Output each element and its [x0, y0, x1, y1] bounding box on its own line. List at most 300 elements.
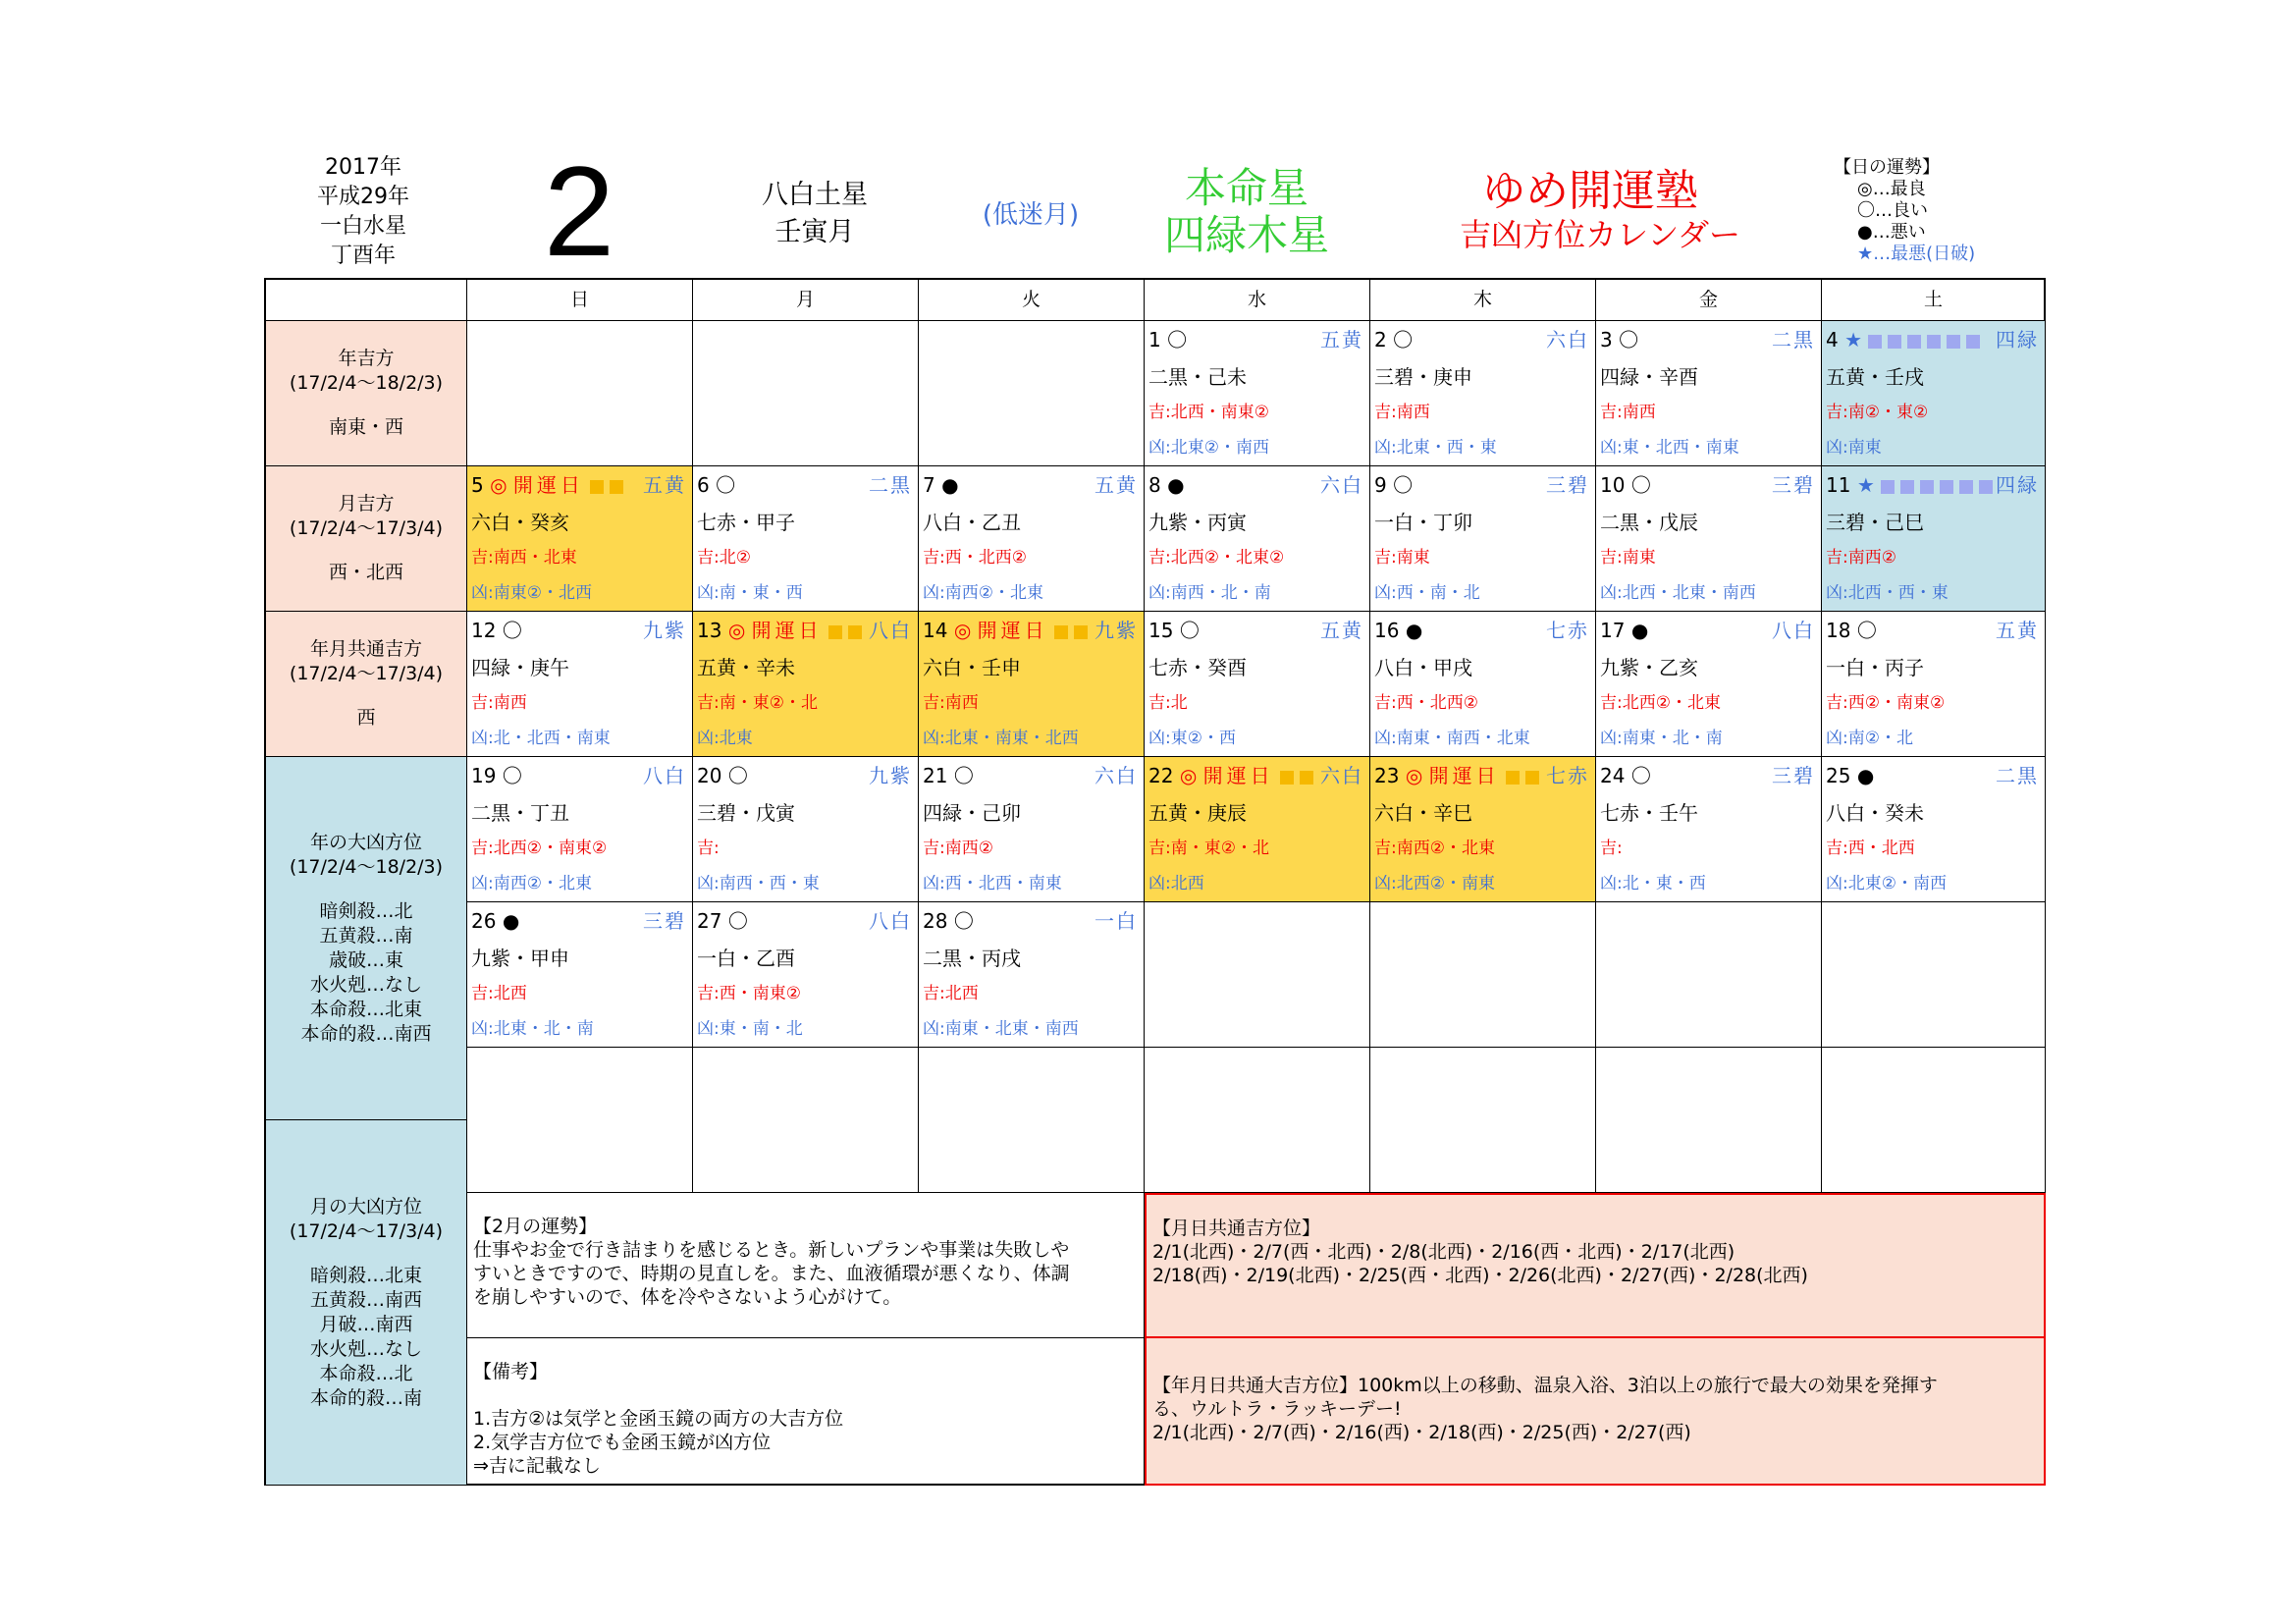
kaiun-label: 開運日: [1202, 764, 1274, 787]
day-eto: 七赤・壬午: [1600, 801, 1698, 825]
weekday-header: 火: [919, 280, 1145, 321]
day-header-line: [1148, 763, 1365, 788]
empty-day-cell: [1822, 902, 2046, 1048]
day-fortune-mark: ★: [1856, 473, 1875, 497]
day-fortune-mark: 〇: [1619, 328, 1639, 352]
day-star: 八白: [869, 909, 912, 933]
day-kyou: 凶:東・南・北: [697, 1019, 803, 1039]
best-square: [1881, 480, 1895, 494]
year-kyou-line: 暗剣殺…北: [319, 899, 413, 922]
best-square: [1868, 335, 1882, 349]
day-kyou: 凶:南東・北・南: [1600, 729, 1723, 748]
day-number: 23: [1374, 764, 1400, 787]
day-star: 七赤: [1546, 619, 1589, 642]
notes-line: 2.気学吉方位でも金函玉鏡が凶方位: [473, 1432, 772, 1453]
day-eto: 八白・甲戌: [1374, 656, 1472, 679]
day-kyou: 凶:北東: [697, 729, 753, 748]
day-header-line: [923, 763, 1140, 788]
legend-worst: ★…最悪(日破): [1857, 244, 1976, 264]
day-kyou: 凶:南東②・北西: [471, 583, 592, 603]
kaiun-square: [1506, 771, 1520, 785]
day-fortune-mark: ◎: [953, 619, 972, 642]
best-square: [1979, 480, 1993, 494]
month-kyou-title: 月の大凶方位: [309, 1195, 422, 1218]
day-cell[interactable]: [1822, 612, 2046, 757]
day-kyou: 凶:南西・西・東: [697, 874, 820, 893]
day-header-line: [1148, 618, 1365, 643]
day-header-line: [471, 908, 688, 934]
day-eto: 七赤・癸酉: [1148, 656, 1247, 679]
monthly-fortune-box: [467, 1193, 1145, 1338]
month-kyou-cell: [266, 1120, 467, 1486]
day-eto: 六白・辛巳: [1374, 801, 1472, 825]
day-cell[interactable]: [1145, 466, 1370, 612]
day-cell[interactable]: [693, 902, 919, 1048]
weekday-header: 木: [1370, 280, 1596, 321]
day-number: 11: [1826, 473, 1851, 497]
year-kyou-line: 本命殺…北東: [309, 998, 422, 1020]
notes-box: [467, 1338, 1145, 1486]
day-kyou: 凶:北西②・南東: [1374, 874, 1495, 893]
day-kichi: 吉:南西②・北東: [1374, 839, 1495, 858]
day-star: 三碧: [1772, 473, 1815, 497]
day-star: 七赤: [1546, 764, 1589, 787]
fortune-legend: [1834, 157, 2001, 265]
day-fortune-mark: 〇: [727, 909, 748, 933]
honmei-value: 四緑木星: [1163, 211, 1329, 259]
day-number: 7: [923, 473, 935, 497]
year-kichi-dirs: 南東・西: [328, 416, 403, 438]
honmei-title: 本命星: [1184, 164, 1308, 212]
day-cell[interactable]: [1145, 321, 1370, 466]
day-number: 14: [923, 619, 948, 642]
year-kyou-line: 歳破…東: [328, 948, 403, 971]
day-number: 10: [1600, 473, 1626, 497]
day-kyou: 凶:南②・北: [1826, 729, 1913, 748]
day-star: 五黄: [643, 473, 686, 497]
day-star: 八白: [869, 619, 912, 642]
day-number: 13: [697, 619, 722, 642]
day-eto: 三碧・庚申: [1374, 365, 1472, 389]
day-kyou: 凶:北西・北東・南西: [1600, 583, 1756, 603]
day-star: 二黒: [1996, 764, 2039, 787]
day-eto: 二黒・己未: [1148, 365, 1247, 389]
day-kichi: 吉:: [697, 839, 720, 858]
day-fortune-mark: 〇: [716, 473, 736, 497]
day-kichi: 吉:西・北西: [1826, 839, 1915, 858]
month-kyou-line: 月破…南西: [319, 1313, 413, 1335]
best-square: [1966, 335, 1980, 349]
day-number: 19: [471, 764, 497, 787]
year-info: [285, 153, 442, 271]
day-kyou: 凶:北東・南東・北西: [923, 729, 1079, 748]
kaiun-square: [848, 625, 862, 639]
day-eto: 三碧・己巳: [1826, 511, 1924, 534]
day-header-line: [1600, 472, 1817, 498]
day-fortune-mark: ★: [1844, 328, 1863, 352]
day-kichi: 吉:北西: [471, 984, 527, 1003]
day-kichi: 吉:西・北西②: [1374, 693, 1478, 713]
year-kyou-cell: [266, 757, 467, 1120]
day-fortune-mark: 〇: [1630, 764, 1651, 787]
year-eto-line: 丁酉年: [330, 244, 396, 268]
day-fortune-mark: ◎: [727, 619, 746, 642]
year-kichi-period: (17/2/4～18/2/3): [289, 372, 444, 394]
day-number: 20: [697, 764, 722, 787]
day-header-line: [923, 472, 1140, 498]
day-kyou: 凶:北西・西・東: [1826, 583, 1949, 603]
day-cell[interactable]: [1370, 757, 1596, 902]
day-kichi: 吉:西②・南東②: [1826, 693, 1946, 713]
day-kyou: 凶:南東・北東・南西: [923, 1019, 1079, 1039]
day-star: 一白: [1095, 909, 1138, 933]
day-star: 四緑: [1996, 328, 2039, 352]
day-kyou: 凶:東②・西: [1148, 729, 1236, 748]
weekday-header: 月: [693, 280, 919, 321]
day-star: 五黄: [1095, 473, 1138, 497]
weekday-header: 土: [1822, 280, 2046, 321]
day-eto: 六白・癸亥: [471, 511, 569, 534]
day-header-line: [471, 618, 688, 643]
day-star: 二黒: [869, 473, 912, 497]
page-subtitle: 吉凶方位カレンダー: [1460, 216, 1740, 253]
day-fortune-mark: 〇: [1167, 328, 1188, 352]
day-eto: 九紫・甲申: [471, 947, 569, 970]
day-star: 八白: [1772, 619, 1815, 642]
day-kichi: 吉:南②・東②: [1826, 403, 1929, 422]
day-fortune-mark: ●: [502, 909, 520, 933]
year-kyou-line: 本命的殺…南西: [300, 1022, 432, 1045]
day-header-line: [697, 908, 914, 934]
empty-day-cell: [1145, 902, 1370, 1048]
day-star: 二黒: [1772, 328, 1815, 352]
day-number: 6: [697, 473, 710, 497]
day-eto: 九紫・丙寅: [1148, 511, 1247, 534]
day-number: 26: [471, 909, 497, 933]
legend-bad: ●…悪い: [1857, 222, 1926, 243]
day-header-line: [471, 763, 688, 788]
day-cell[interactable]: [467, 612, 693, 757]
best-square: [1959, 480, 1973, 494]
day-kyou: 凶:南西②・北東: [923, 583, 1043, 603]
day-star: 六白: [1095, 764, 1138, 787]
day-number: 17: [1600, 619, 1626, 642]
day-cell[interactable]: [1145, 757, 1370, 902]
best-square: [1927, 335, 1941, 349]
day-cell[interactable]: [919, 757, 1145, 902]
day-cell[interactable]: [693, 466, 919, 612]
day-cell[interactable]: [1596, 466, 1822, 612]
common-kichi-title: 年月共通吉方: [309, 638, 422, 660]
empty-day-cell: [1596, 902, 1822, 1048]
legend-title: 【日の運勢】: [1834, 157, 1940, 178]
day-cell[interactable]: [467, 466, 693, 612]
day-fortune-mark: 〇: [1856, 619, 1877, 642]
day-cell[interactable]: [1822, 466, 2046, 612]
kaiun-label: 開運日: [1428, 764, 1500, 787]
day-kichi: 吉:北西・南東②: [1148, 403, 1269, 422]
day-kichi: 吉:南東: [1600, 548, 1656, 568]
kaiun-label: 開運日: [977, 619, 1048, 642]
day-header-line: [1148, 327, 1365, 352]
day-kyou: 凶:北・北西・南東: [471, 729, 611, 748]
day-eto: 二黒・丙戌: [923, 947, 1021, 970]
day-cell[interactable]: [1822, 321, 2046, 466]
year-kyou-period: (17/2/4～18/2/3): [289, 855, 444, 878]
month-star: [726, 177, 903, 251]
day-eto: 三碧・戊寅: [697, 801, 795, 825]
day-eto: 一白・丙子: [1826, 656, 1924, 679]
day-fortune-mark: ●: [1167, 473, 1185, 497]
day-number: 4: [1826, 328, 1839, 352]
ultra-lucky-line: 【年月日共通大吉方位】100km以上の移動、温泉入浴、3泊以上の旅行で最大の効果を発揮す: [1152, 1375, 1938, 1396]
day-kichi: 吉:南西・北東: [471, 548, 577, 568]
day-fortune-mark: ●: [1856, 764, 1875, 787]
day-kyou: 凶:北東・西・東: [1374, 438, 1497, 458]
year-kichi-cell: [266, 321, 467, 466]
legend-best: ◎…最良: [1857, 179, 1926, 199]
day-number: 3: [1600, 328, 1613, 352]
ultra-lucky-line: る、ウルトラ・ラッキーデー!: [1152, 1398, 1402, 1420]
empty-day-cell: [693, 321, 919, 466]
empty-day-cell: [919, 1048, 1145, 1193]
day-kyou: 凶:北東・北・南: [471, 1019, 594, 1039]
weekday-header: 金: [1596, 280, 1822, 321]
day-number: 5: [471, 473, 484, 497]
kaiun-square: [590, 480, 604, 494]
day-header-line: [1374, 763, 1591, 788]
day-header-line: [923, 908, 1140, 934]
day-kichi: 吉:南西: [1374, 403, 1430, 422]
kaiun-square: [1054, 625, 1068, 639]
day-header-line: [1826, 763, 2041, 788]
day-cell[interactable]: [919, 466, 1145, 612]
day-number: 24: [1600, 764, 1626, 787]
month-eto-line: 壬寅月: [774, 217, 855, 247]
day-kichi: 吉:: [1600, 839, 1623, 858]
notes-title: 【備考】: [473, 1361, 549, 1382]
page-title: ゆめ開運塾: [1482, 166, 1698, 216]
day-number: 18: [1826, 619, 1851, 642]
honmei-star: [1148, 165, 1345, 259]
day-fortune-mark: ◎: [1179, 764, 1198, 787]
day-kyou: 凶:東・北西・南東: [1600, 438, 1739, 458]
common-days-title: 【月日共通吉方位】: [1152, 1218, 1321, 1239]
day-cell[interactable]: [919, 902, 1145, 1048]
day-kichi: 吉:西・南東②: [697, 984, 801, 1003]
day-eto: 二黒・戊辰: [1600, 511, 1698, 534]
day-star: 八白: [643, 764, 686, 787]
day-cell[interactable]: [1370, 321, 1596, 466]
day-eto: 八白・乙丑: [923, 511, 1021, 534]
day-kyou: 凶:西・南・北: [1374, 583, 1480, 603]
day-cell[interactable]: [1370, 612, 1596, 757]
day-header-line: [1600, 763, 1817, 788]
day-header-line: [697, 763, 914, 788]
day-cell[interactable]: [1370, 466, 1596, 612]
day-eto: 五黄・壬戌: [1826, 365, 1924, 389]
year-line: 2017年: [325, 155, 401, 180]
day-header-line: [697, 472, 914, 498]
month-number: 2: [543, 139, 615, 283]
day-number: 27: [697, 909, 722, 933]
day-kyou: 凶:南西②・北東: [471, 874, 592, 893]
year-kyou-title: 年の大凶方位: [309, 831, 422, 853]
day-number: 25: [1826, 764, 1851, 787]
day-cell[interactable]: [693, 612, 919, 757]
day-cell[interactable]: [1596, 757, 1822, 902]
best-square: [1900, 480, 1914, 494]
day-number: 22: [1148, 764, 1174, 787]
day-eto: 五黄・辛未: [697, 656, 795, 679]
day-cell[interactable]: [693, 757, 919, 902]
day-kichi: 吉:北②: [697, 548, 751, 568]
day-eto: 八白・癸未: [1826, 801, 1924, 825]
empty-day-cell: [1145, 1048, 1370, 1193]
corner-cell: [266, 280, 467, 321]
low-month-label: (低迷月): [982, 200, 1080, 230]
kaiun-label: 開運日: [751, 619, 823, 642]
empty-day-cell: [1370, 1048, 1596, 1193]
day-star: 六白: [1546, 328, 1589, 352]
day-number: 2: [1374, 328, 1387, 352]
weekday-header: 日: [467, 280, 693, 321]
day-kyou: 凶:西・北西・南東: [923, 874, 1062, 893]
day-cell[interactable]: [1145, 612, 1370, 757]
day-eto: 九紫・乙亥: [1600, 656, 1698, 679]
day-fortune-mark: ●: [1630, 619, 1649, 642]
day-eto: 七赤・甲子: [697, 511, 795, 534]
month-kichi-period: (17/2/4～17/3/4): [289, 517, 444, 539]
day-star: 三碧: [1772, 764, 1815, 787]
day-kichi: 吉:南東: [1374, 548, 1430, 568]
day-kichi: 吉:南・東②・北: [1148, 839, 1269, 858]
empty-day-cell: [1596, 1048, 1822, 1193]
legend-good: 〇…良い: [1857, 200, 1928, 221]
day-eto: 四緑・己卯: [923, 801, 1021, 825]
day-fortune-mark: 〇: [502, 619, 522, 642]
day-fortune-mark: 〇: [1630, 473, 1651, 497]
day-kichi: 吉:南西②: [923, 839, 993, 858]
day-fortune-mark: 〇: [1393, 328, 1414, 352]
day-eto: 四緑・辛酉: [1600, 365, 1698, 389]
day-cell[interactable]: [1596, 321, 1822, 466]
day-header-line: [1374, 472, 1591, 498]
day-star: 六白: [1320, 473, 1363, 497]
notes-line: ⇒吉に記載なし: [473, 1455, 601, 1477]
day-number: 12: [471, 619, 497, 642]
day-fortune-mark: ◎: [490, 473, 507, 497]
ultra-lucky-line: 2/1(北西)・2/7(西)・2/16(西)・2/18(西)・2/25(西)・2/27(西): [1152, 1422, 1691, 1443]
day-fortune-mark: 〇: [953, 764, 974, 787]
day-star: 五黄: [1996, 619, 2039, 642]
day-kichi: 吉:北西②・南東②: [471, 839, 608, 858]
fortune-line: 仕事やお金で行き詰まりを感じるとき。新しいプランや事業は失敗しや: [473, 1239, 1070, 1261]
day-kichi: 吉:西・北西②: [923, 548, 1027, 568]
empty-day-cell: [467, 1048, 693, 1193]
month-kyou-period: (17/2/4～17/3/4): [289, 1219, 444, 1242]
day-header-line: [1600, 327, 1817, 352]
day-fortune-mark: ●: [941, 473, 959, 497]
day-kichi: 吉:南西: [1600, 403, 1656, 422]
day-star: 九紫: [643, 619, 686, 642]
day-fortune-mark: 〇: [953, 909, 974, 933]
day-star: 九紫: [1095, 619, 1138, 642]
day-number: 1: [1148, 328, 1161, 352]
day-kyou: 凶:南・東・西: [697, 583, 803, 603]
day-eto: 一白・丁卯: [1374, 511, 1472, 534]
empty-day-cell: [467, 321, 693, 466]
empty-day-cell: [919, 321, 1145, 466]
day-kyou: 凶:北・東・西: [1600, 874, 1706, 893]
day-header-line: [1374, 618, 1591, 643]
kaiun-square: [1300, 771, 1313, 785]
kaiun-square: [610, 480, 623, 494]
month-star-line: 八白土星: [762, 180, 868, 210]
day-header-line: [1600, 618, 1817, 643]
day-kichi: 吉:南・東②・北: [697, 693, 818, 713]
kaiun-square: [1280, 771, 1294, 785]
day-kichi: 吉:北西②・北東: [1600, 693, 1721, 713]
day-star: 五黄: [1320, 328, 1363, 352]
kaiun-square: [828, 625, 842, 639]
common-kichi-days-box: [1145, 1193, 2046, 1338]
year-kyou-line: 五黄殺…南: [319, 924, 413, 947]
best-square: [1947, 335, 1960, 349]
day-cell[interactable]: [467, 757, 693, 902]
kaiun-square: [1074, 625, 1088, 639]
fortune-line: すいときですので、時期の見直しを。また、血液循環が悪くなり、体調: [473, 1263, 1070, 1284]
best-square: [1907, 335, 1921, 349]
year-star-line: 一白水星: [319, 214, 406, 239]
day-kyou: 凶:南東・南西・北東: [1374, 729, 1530, 748]
day-cell[interactable]: [467, 902, 693, 1048]
month-kichi-title: 月吉方: [338, 493, 395, 514]
day-header-line: [471, 472, 688, 498]
day-kichi: 吉:北西②・北東②: [1148, 548, 1285, 568]
day-fortune-mark: 〇: [1393, 473, 1414, 497]
day-cell[interactable]: [1822, 757, 2046, 902]
day-star: 五黄: [1320, 619, 1363, 642]
day-number: 15: [1148, 619, 1174, 642]
notes-line: 1.吉方②は気学と金函玉鏡の両方の大吉方位: [473, 1408, 844, 1430]
day-kyou: 凶:南東: [1826, 438, 1882, 458]
best-square: [1940, 480, 1953, 494]
day-number: 8: [1148, 473, 1161, 497]
empty-day-cell: [1370, 902, 1596, 1048]
day-number: 21: [923, 764, 948, 787]
empty-day-cell: [693, 1048, 919, 1193]
common-days-line: 2/1(北西)・2/7(西・北西)・2/8(北西)・2/16(西・北西)・2/17(北西): [1152, 1241, 1735, 1263]
day-eto: 一白・乙酉: [697, 947, 795, 970]
month-kyou-line: 本命殺…北: [319, 1362, 413, 1384]
month-kichi-dirs: 西・北西: [328, 562, 403, 583]
best-square: [1888, 335, 1901, 349]
day-cell[interactable]: [919, 612, 1145, 757]
day-header-line: [1826, 618, 2041, 643]
day-star: 四緑: [1996, 473, 2039, 497]
day-kichi: 吉:北西: [923, 984, 979, 1003]
month-kyou-line: 本命的殺…南: [309, 1386, 422, 1409]
day-cell[interactable]: [1596, 612, 1822, 757]
day-kyou: 凶:北西: [1148, 874, 1204, 893]
day-number: 9: [1374, 473, 1387, 497]
empty-day-cell: [1822, 1048, 2046, 1193]
fortune-title: 【2月の運勢】: [473, 1216, 598, 1237]
day-fortune-mark: 〇: [502, 764, 522, 787]
day-fortune-mark: ●: [1405, 619, 1423, 642]
day-eto: 四緑・庚午: [471, 656, 569, 679]
